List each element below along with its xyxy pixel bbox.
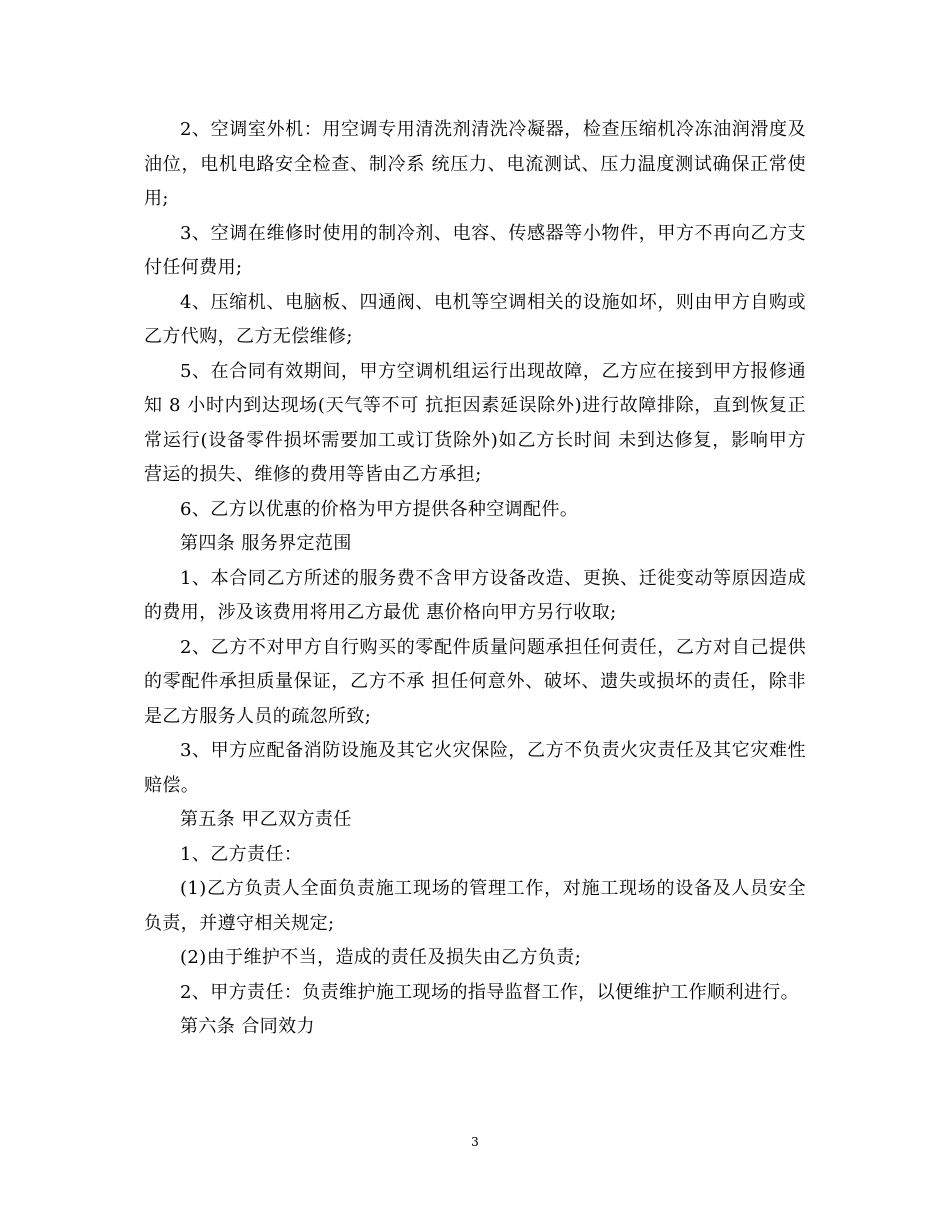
paragraph-party-a-duty: 2、甲方责任：负责维护施工现场的指导监督工作，以便维护工作顺利进行。 <box>180 981 800 1003</box>
paragraph-item-2-outdoor-unit: 2、空调室外机：用空调专用清洗剂清洗冷凝器，检查压缩机冷冻油润滑度及油位，电机电路安全检查、制冷系 统压力、电流测试、压力温度测试确保正常使用; <box>144 119 806 209</box>
document-body <box>144 113 806 1045</box>
paragraph-party-b-duty-heading: 1、乙方责任： <box>180 843 303 865</box>
page-number: 3 <box>471 1135 479 1149</box>
paragraph-article-4-item-3: 3、甲方应配备消防设施及其它火灾保险，乙方不负责火灾责任及其它灾难性赔偿。 <box>144 740 806 796</box>
paragraph-item-6-parts-price: 6、乙方以优惠的价格为甲方提供各种空调配件。 <box>180 498 579 520</box>
section-heading-article-4: 第四条 服务界定范围 <box>180 533 352 554</box>
paragraph-party-b-duty-1: (1)乙方负责人全面负责施工现场的管理工作，对施工现场的设备及人员安全负责，并遵守相关规定; <box>144 878 806 934</box>
paragraph-party-b-duty-2: (2)由于维护不当，造成的责任及损失由乙方负责; <box>180 947 582 968</box>
paragraph-item-3-refrigerant: 3、空调在维修时使用的制冷剂、电容、传感器等小物件，甲方不再向乙方支付任何费用; <box>144 222 806 278</box>
section-heading-article-5: 第五条 甲乙双方责任 <box>180 809 352 830</box>
paragraph-article-4-item-2: 2、乙方不对甲方自行购买的零配件质量问题承担任何责任，乙方对自己提供的零配件承担质量保证，乙方不承 担任何意外、破坏、遗失或损坏的责任，除非是乙方服务人员的疏忽所致; <box>144 636 806 727</box>
section-heading-article-6: 第六条 合同效力 <box>180 1016 315 1037</box>
paragraph-item-4-compressor: 4、压缩机、电脑板、四通阀、电机等空调相关的设施如坏，则由甲方自购或乙方代购，乙方无偿维修; <box>144 291 806 347</box>
paragraph-article-4-item-1: 1、本合同乙方所述的服务费不含甲方设备改造、更换、迁徙变动等原因造成的费用，涉及该费用将用乙方最优 惠价格向甲方另行收取; <box>144 567 806 623</box>
paragraph-item-5-fault-response: 5、在合同有效期间，甲方空调机组运行出现故障，乙方应在接到甲方报修通知 8 小时内到达现场(天气等不可 抗拒因素延误除外)进行故障排除，直到恢复正常运行(设备零件损坏需要加工或订货除外)如乙方长时间 未到达修复，影响甲方营运的损失、维修的费用等皆由乙方承担; <box>144 360 806 485</box>
